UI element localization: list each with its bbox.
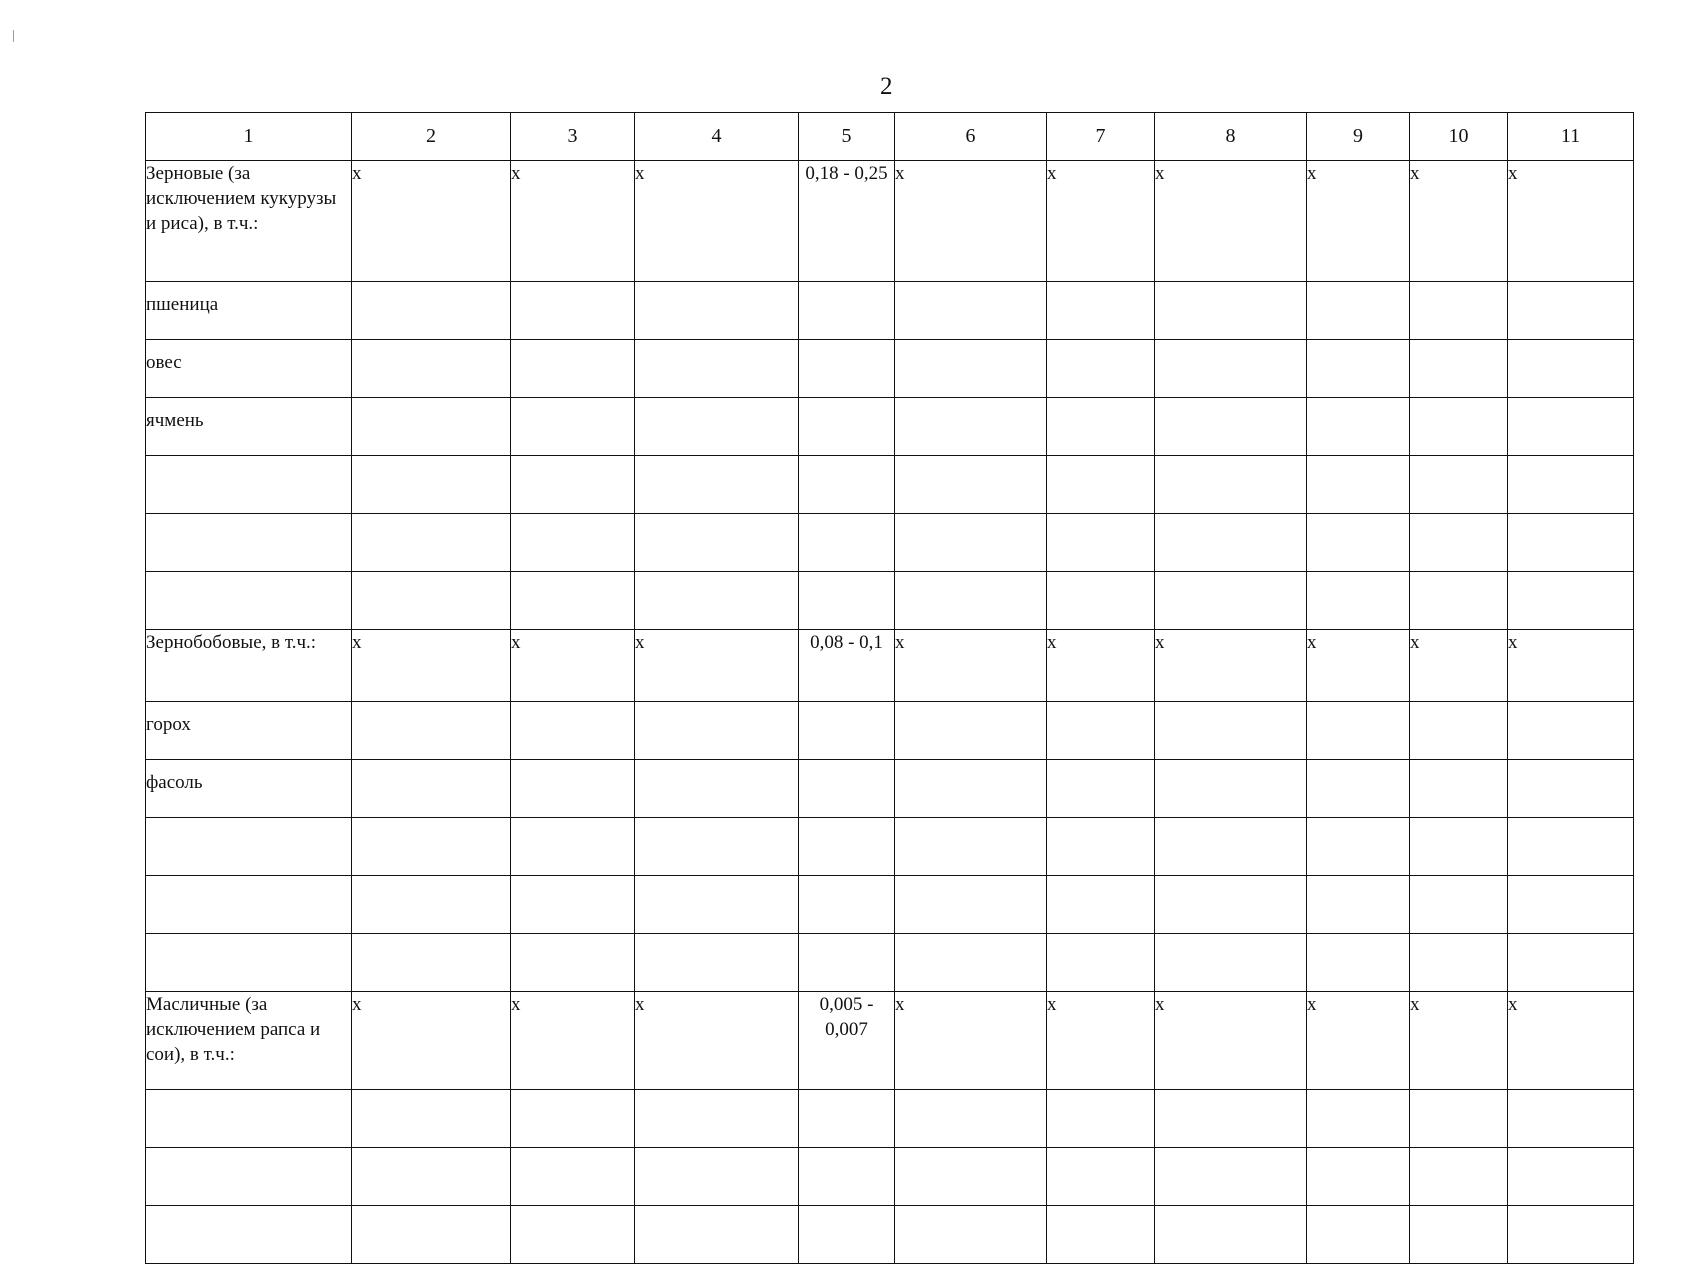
table-cell (352, 702, 511, 760)
table-cell (1047, 514, 1155, 572)
table-cell (1307, 340, 1410, 398)
crop-name-cell: Зернобобовые, в т.ч.: (146, 630, 352, 702)
table-cell (635, 398, 799, 456)
table-cell (635, 572, 799, 630)
x-mark-cell: x (511, 161, 635, 282)
x-mark-cell: x (1155, 992, 1307, 1090)
x-mark-cell: x (1508, 992, 1634, 1090)
page-number: 2 (880, 73, 893, 100)
x-mark-cell: x (1410, 161, 1508, 282)
table-cell (635, 876, 799, 934)
table-row (146, 282, 1634, 340)
table-cell (146, 876, 352, 934)
table-cell (352, 1148, 511, 1206)
crop-name-cell: фасоль (146, 760, 352, 818)
table-cell (1155, 572, 1307, 630)
crop-name-cell: Масличные (за исключением рапса и сои), в т.ч.: (146, 992, 352, 1090)
table-cell (511, 934, 635, 992)
table-cell (1307, 1090, 1410, 1148)
table-cell (146, 934, 352, 992)
x-mark-cell: x (1307, 630, 1410, 702)
table-cell (146, 1206, 352, 1264)
table-cell (635, 340, 799, 398)
table-cell (146, 572, 352, 630)
table-cell (1307, 456, 1410, 514)
x-mark-cell: x (1508, 630, 1634, 702)
table-cell (1508, 760, 1634, 818)
table-cell (1410, 572, 1508, 630)
x-mark-cell: x (1508, 161, 1634, 282)
table-cell (1508, 934, 1634, 992)
crop-name-cell: горох (146, 702, 352, 760)
table-cell (895, 1206, 1047, 1264)
table-cell (1155, 818, 1307, 876)
table-cell (1155, 340, 1307, 398)
table-cell (1047, 876, 1155, 934)
x-mark-cell: x (635, 630, 799, 702)
table-cell (1307, 572, 1410, 630)
table-cell (1307, 876, 1410, 934)
x-mark-cell: x (1410, 630, 1508, 702)
header-cell: 7 (1047, 113, 1155, 161)
table-cell (511, 1090, 635, 1148)
x-mark-cell: x (635, 992, 799, 1090)
table-cell (1155, 1148, 1307, 1206)
table-cell (799, 1148, 895, 1206)
table-cell (1410, 282, 1508, 340)
table-cell (799, 934, 895, 992)
table-cell (799, 876, 895, 934)
table-row (146, 876, 1634, 934)
table-cell (635, 1206, 799, 1264)
table-cell (1155, 398, 1307, 456)
table-row (146, 514, 1634, 572)
table-cell (1307, 1206, 1410, 1264)
table-cell (895, 702, 1047, 760)
table-cell (1155, 702, 1307, 760)
table-row (146, 702, 1634, 760)
table-cell (146, 1148, 352, 1206)
table-cell (1410, 1148, 1508, 1206)
range-cell: 0,08 - 0,1 (799, 630, 895, 702)
table-cell (1410, 514, 1508, 572)
table-cell (799, 818, 895, 876)
table-cell (635, 818, 799, 876)
table-row (146, 1148, 1634, 1206)
table-cell (1508, 572, 1634, 630)
table-row (146, 398, 1634, 456)
table-row (146, 818, 1634, 876)
table-cell (635, 1148, 799, 1206)
table-cell (635, 514, 799, 572)
x-mark-cell: x (1410, 992, 1508, 1090)
table-cell (1508, 1206, 1634, 1264)
table-cell (352, 282, 511, 340)
x-mark-cell: x (1307, 992, 1410, 1090)
table-cell (635, 702, 799, 760)
x-mark-cell: x (1155, 161, 1307, 282)
table-cell (352, 1090, 511, 1148)
table-cell (799, 572, 895, 630)
table-header-row (146, 113, 1634, 161)
table-cell (511, 1206, 635, 1264)
table-cell (1410, 760, 1508, 818)
table-cell (799, 702, 895, 760)
table-row-group (146, 630, 1634, 702)
x-mark-cell: x (511, 630, 635, 702)
table-cell (799, 1206, 895, 1264)
table-cell (352, 398, 511, 456)
table-cell (352, 934, 511, 992)
table-cell (1047, 572, 1155, 630)
table-cell (1047, 1148, 1155, 1206)
table-cell (352, 514, 511, 572)
table-cell (1155, 282, 1307, 340)
table-cell (511, 340, 635, 398)
table-cell (1410, 456, 1508, 514)
table-cell (1047, 456, 1155, 514)
table-cell (1155, 456, 1307, 514)
table-body (146, 113, 1634, 1264)
table-cell (352, 1206, 511, 1264)
x-mark-cell: x (1047, 992, 1155, 1090)
table-cell (1307, 818, 1410, 876)
table-cell (895, 456, 1047, 514)
table-cell (1410, 818, 1508, 876)
table-cell (799, 398, 895, 456)
table-cell (1047, 1090, 1155, 1148)
table-cell (1508, 514, 1634, 572)
table-cell (352, 340, 511, 398)
table-cell (1307, 1148, 1410, 1206)
table-cell (635, 760, 799, 818)
table-cell (635, 282, 799, 340)
table-cell (1307, 398, 1410, 456)
table-cell (146, 514, 352, 572)
range-cell: 0,005 - 0,007 (799, 992, 895, 1090)
table-cell (511, 282, 635, 340)
table-cell (895, 934, 1047, 992)
table-cell (799, 514, 895, 572)
table-cell (799, 1090, 895, 1148)
table-cell (511, 876, 635, 934)
table-cell (352, 456, 511, 514)
table-cell (1155, 760, 1307, 818)
table-row (146, 456, 1634, 514)
table-row (146, 1090, 1634, 1148)
table-cell (895, 514, 1047, 572)
table-cell (511, 1148, 635, 1206)
table-cell (895, 340, 1047, 398)
header-cell: 10 (1410, 113, 1508, 161)
table-cell (1508, 340, 1634, 398)
table-cell (1047, 934, 1155, 992)
table-cell (1410, 934, 1508, 992)
table-cell (1508, 1090, 1634, 1148)
x-mark-cell: x (352, 630, 511, 702)
table-cell (895, 876, 1047, 934)
x-mark-cell: x (1307, 161, 1410, 282)
range-cell: 0,18 - 0,25 (799, 161, 895, 282)
header-cell: 9 (1307, 113, 1410, 161)
table-cell (511, 572, 635, 630)
x-mark-cell: x (895, 630, 1047, 702)
table-cell (352, 818, 511, 876)
table-cell (511, 398, 635, 456)
table-row (146, 1206, 1634, 1264)
table-cell (1307, 702, 1410, 760)
table-cell (1410, 340, 1508, 398)
table-cell (635, 1090, 799, 1148)
x-mark-cell: x (635, 161, 799, 282)
table-cell (352, 760, 511, 818)
table-row (146, 760, 1634, 818)
table-cell (1307, 934, 1410, 992)
table-cell (895, 572, 1047, 630)
table-cell (1307, 282, 1410, 340)
header-cell: 4 (635, 113, 799, 161)
table-cell (799, 456, 895, 514)
table-cell (1508, 876, 1634, 934)
crop-name-cell: овес (146, 340, 352, 398)
table-cell (511, 514, 635, 572)
table-cell (352, 876, 511, 934)
table-cell (1047, 282, 1155, 340)
x-mark-cell: x (895, 161, 1047, 282)
table-cell (1047, 760, 1155, 818)
header-cell: 3 (511, 113, 635, 161)
data-table (145, 112, 1634, 1264)
table-row-group (146, 161, 1634, 282)
table-cell (895, 1148, 1047, 1206)
table-cell (635, 934, 799, 992)
table-cell (799, 340, 895, 398)
table-cell (1508, 1148, 1634, 1206)
table-cell (1155, 876, 1307, 934)
table-cell (511, 818, 635, 876)
crop-name-cell: пшеница (146, 282, 352, 340)
table-cell (1410, 1090, 1508, 1148)
table-cell (1047, 818, 1155, 876)
table-cell (146, 1090, 352, 1148)
x-mark-cell: x (1047, 161, 1155, 282)
header-cell: 5 (799, 113, 895, 161)
table-cell (1307, 760, 1410, 818)
header-cell: 2 (352, 113, 511, 161)
x-mark-cell: x (511, 992, 635, 1090)
table-cell (1047, 340, 1155, 398)
table-cell (1155, 1206, 1307, 1264)
table-cell (799, 760, 895, 818)
table-cell (146, 818, 352, 876)
table-cell (1047, 398, 1155, 456)
header-cell: 8 (1155, 113, 1307, 161)
table-cell (895, 760, 1047, 818)
table-cell (1410, 702, 1508, 760)
table-row (146, 340, 1634, 398)
table-cell (1047, 1206, 1155, 1264)
table-cell (352, 572, 511, 630)
table-cell (1410, 398, 1508, 456)
table-cell (511, 456, 635, 514)
table-cell (1155, 1090, 1307, 1148)
table-cell (1410, 876, 1508, 934)
table-cell (1410, 1206, 1508, 1264)
x-mark-cell: x (352, 992, 511, 1090)
table-cell (1508, 702, 1634, 760)
table-cell (511, 760, 635, 818)
table-cell (1047, 702, 1155, 760)
x-mark-cell: x (352, 161, 511, 282)
table-cell (1155, 514, 1307, 572)
table-cell (1307, 514, 1410, 572)
scan-mark (13, 30, 14, 42)
table-cell (1508, 282, 1634, 340)
table-row-group (146, 992, 1634, 1090)
table-cell (895, 282, 1047, 340)
table-cell (511, 702, 635, 760)
table-cell (799, 282, 895, 340)
table-cell (1508, 398, 1634, 456)
x-mark-cell: x (1047, 630, 1155, 702)
table-cell (146, 456, 352, 514)
header-cell: 11 (1508, 113, 1634, 161)
table-cell (895, 398, 1047, 456)
table-row (146, 934, 1634, 992)
crop-name-cell: Зерновые (за исключением кукурузы и риса), в т.ч.: (146, 161, 352, 282)
table-cell (1508, 456, 1634, 514)
table-cell (635, 456, 799, 514)
x-mark-cell: x (895, 992, 1047, 1090)
table-row (146, 572, 1634, 630)
header-cell: 6 (895, 113, 1047, 161)
header-cell: 1 (146, 113, 352, 161)
table-cell (895, 1090, 1047, 1148)
crop-name-cell: ячмень (146, 398, 352, 456)
table-cell (895, 818, 1047, 876)
table-cell (1155, 934, 1307, 992)
x-mark-cell: x (1155, 630, 1307, 702)
table-cell (1508, 818, 1634, 876)
